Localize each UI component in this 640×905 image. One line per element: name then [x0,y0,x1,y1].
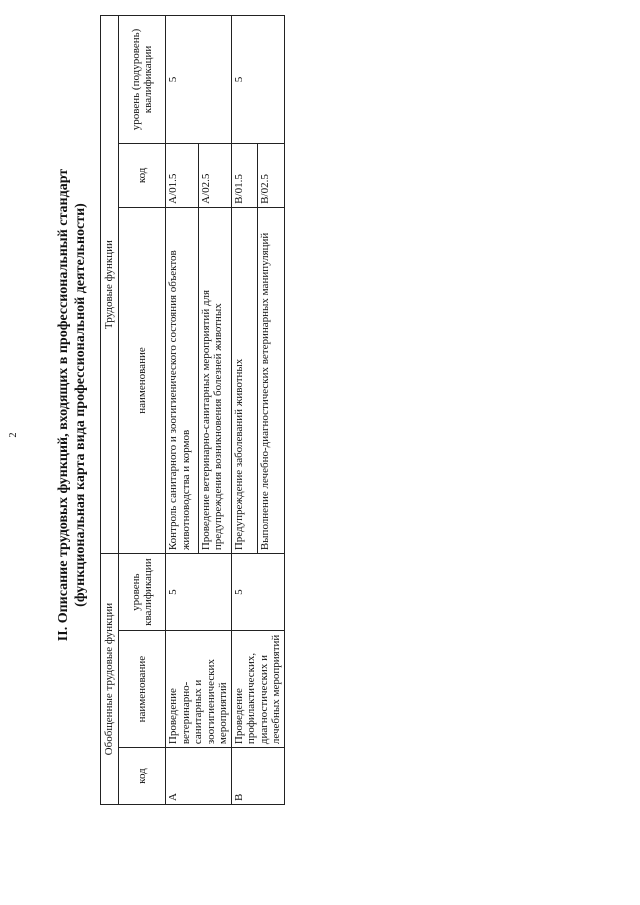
header-code: код [119,748,166,805]
header-tf-level: уровень (подуровень) квалификации [119,16,166,144]
title-line-1: II. Описание трудовых функций, входящих в профессиональный стандарт [56,168,71,642]
tf-b1-name: Предупреждение заболеваний животных [231,207,258,553]
table-column-header-row [119,16,166,805]
title-line-2: (функциональная карта вида профессиональной деятельности) [73,203,88,607]
functional-map-table [100,15,285,805]
table-row [231,16,258,805]
row-a-name: Проведение ветеринарно-санитарных и зоогигиенических мероприятий [166,631,232,748]
tf-a-level: 5 [166,16,232,144]
tf-a1-name: Контроль санитарного и зоогигиенического состояния объектов животноводства и кормов [166,207,199,553]
header-tf-name: наименование [119,207,166,553]
header-tf-code: код [119,143,166,207]
header-generalized-functions: Обобщенные трудовые функции [101,554,119,805]
row-a-code: A [166,748,232,805]
header-name: наименование [119,631,166,748]
table-row [166,16,199,805]
tf-a2-code: A/02.5 [198,143,231,207]
section-title [55,90,89,720]
table-group-header-row [101,16,119,805]
tf-a2-name: Проведение ветеринарно-санитарных мероприятий для предупреждения возникновения болезней животных [198,207,231,553]
row-b-code: B [231,748,284,805]
header-labor-functions: Трудовые функции [101,16,119,554]
row-a-level: 5 [166,554,232,631]
row-b-name: Проведение профилактических, диагностических и лечебных мероприятий [231,631,284,748]
tf-b1-code: B/01.5 [231,143,258,207]
page-number: 2 [8,432,19,438]
tf-b2-name: Выполнение лечебно-диагностических ветеринарных манипуляций [258,207,285,553]
row-b-level: 5 [231,554,284,631]
header-level: уровень квалификации [119,554,166,631]
tf-b-level: 5 [231,16,284,144]
tf-b2-code: B/02.5 [258,143,285,207]
tf-a1-code: A/01.5 [166,143,199,207]
